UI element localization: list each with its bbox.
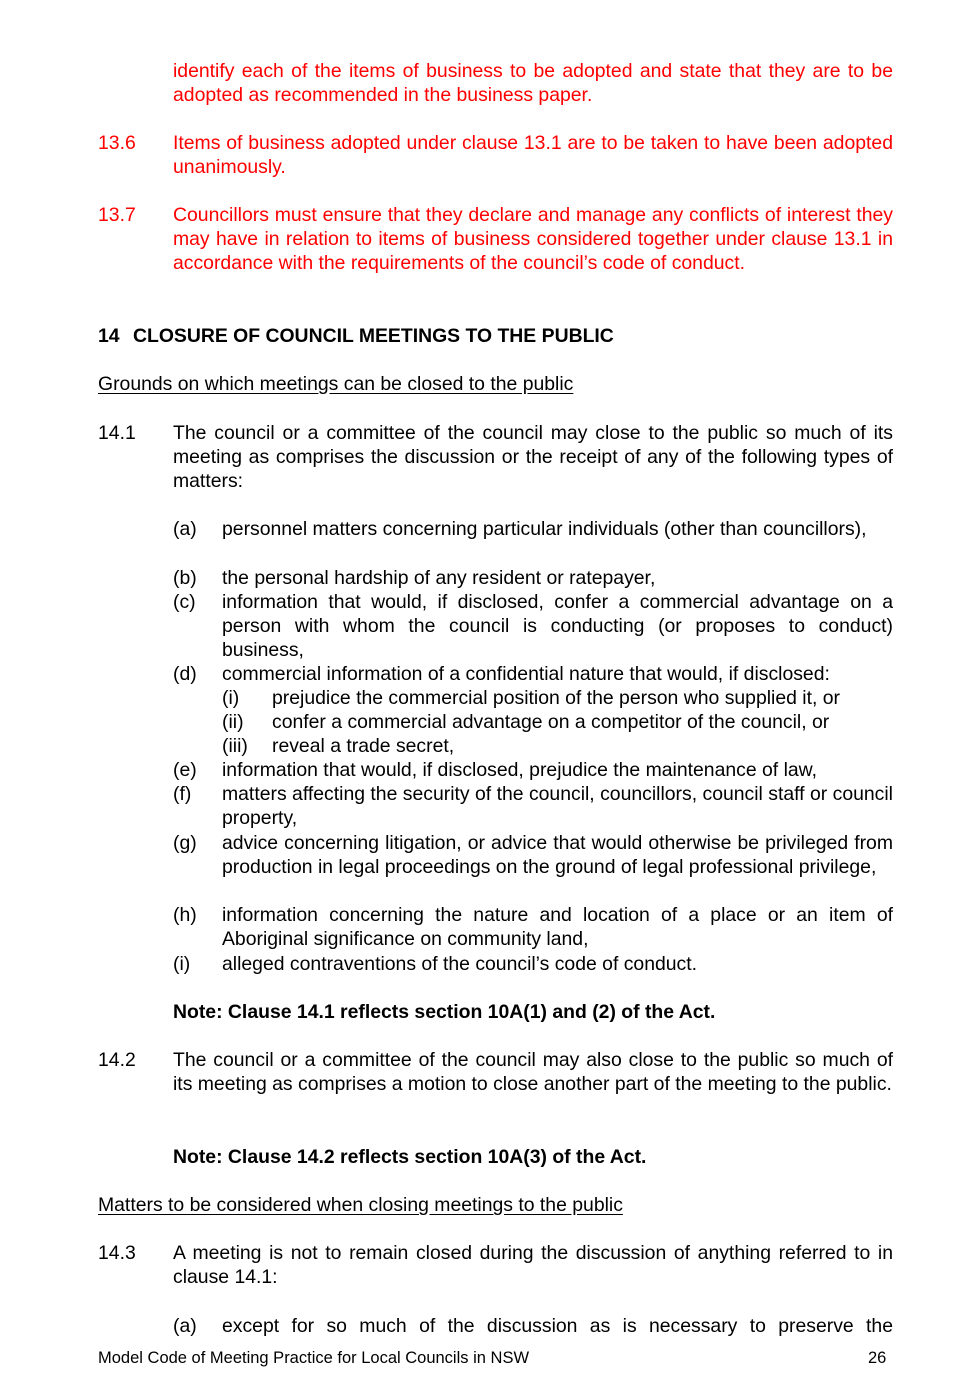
section-14-number: 14	[98, 325, 120, 347]
clause-14-2-text: The council or a committee of the council may also close to the public so much of its meeting as comprises a motion to close another part of the meeting to the public.	[173, 1049, 893, 1096]
page-number: 26	[868, 1349, 887, 1367]
list-item-text: alleged contraventions of the council’s code of conduct.	[222, 953, 698, 975]
sub-item-text: confer a commercial advantage on a competitor of the council, or	[272, 711, 830, 733]
list-item-label: (c)	[173, 591, 196, 613]
list-item-text: matters affecting the security of the council, councillors, council staff or council property,	[222, 783, 893, 830]
sub-item-label: (i)	[222, 687, 240, 709]
clause-13-6-number: 13.6	[98, 132, 136, 154]
sub-item-text: prejudice the commercial position of the person who supplied it, or	[272, 687, 841, 709]
list-item-label: (e)	[173, 759, 197, 781]
clause-13-6-text: Items of business adopted under clause 13.1 are to be taken to have been adopted unanimously.	[173, 132, 893, 179]
list-item-text: information concerning the nature and location of a place or an item of Aboriginal significance on community land,	[222, 904, 893, 951]
list-item-label: (h)	[173, 904, 197, 926]
clause-14-2-note: Note: Clause 14.2 reflects section 10A(3) of the Act.	[173, 1146, 647, 1168]
sub-item-label: (iii)	[222, 735, 248, 757]
section-14-title: CLOSURE OF COUNCIL MEETINGS TO THE PUBLIC	[132, 325, 614, 347]
sub-item-text: reveal a trade secret,	[272, 735, 455, 757]
list-item-label: (d)	[173, 663, 197, 685]
list-item-label: (g)	[173, 832, 197, 854]
clause-13-7-text: Councillors must ensure that they declare and manage any conflicts of interest they may have in relation to items of business considered together under clause 13.1 in accordance with the requirements of the council’s code of conduct.	[173, 204, 893, 275]
list-item-text: advice concerning litigation, or advice that would otherwise be privileged from production in legal proceedings on the ground of legal professional privilege,	[222, 832, 893, 879]
list-item-text: the personal hardship of any resident or ratepayer,	[222, 567, 656, 589]
clause-14-3-number: 14.3	[98, 1242, 136, 1264]
clause-14-1-note: Note: Clause 14.1 reflects section 10A(1) and (2) of the Act.	[173, 1001, 716, 1023]
list-item-text: personnel matters concerning particular individuals (other than councillors),	[222, 518, 867, 540]
clause-14-1-text: The council or a committee of the council may close to the public so much of its meeting as comprises the discussion or the receipt of any of the following types of matters:	[173, 422, 893, 493]
list-item-label: (i)	[173, 953, 191, 975]
clause-13-5-continuation: identify each of the items of business to be adopted and state that they are to be adopted as recommended in the business paper.	[173, 60, 893, 107]
list-item-text: information that would, if disclosed, prejudice the maintenance of law,	[222, 759, 817, 781]
section-14-heading	[98, 324, 614, 348]
subheading-matters: Matters to be considered when closing meetings to the public	[98, 1194, 623, 1216]
subheading-grounds: Grounds on which meetings can be closed to the public	[98, 373, 574, 395]
clause-14-2-number: 14.2	[98, 1049, 136, 1071]
footer-title: Model Code of Meeting Practice for Local Councils in NSW	[98, 1349, 530, 1367]
list-item-text: except for so much of the discussion as is necessary to preserve the	[222, 1315, 893, 1337]
clause-13-7-number: 13.7	[98, 204, 136, 226]
list-item-label: (f)	[173, 783, 192, 805]
list-item-text: information that would, if disclosed, confer a commercial advantage on a person with whom the council is conducting (or proposes to conduct) business,	[222, 591, 893, 662]
clause-14-3-text: A meeting is not to remain closed during the discussion of anything referred to in clause 14.1:	[173, 1242, 893, 1289]
list-item-label: (b)	[173, 567, 197, 589]
sub-item-label: (ii)	[222, 711, 244, 733]
list-item-label: (a)	[173, 518, 197, 540]
list-item-text: commercial information of a confidential nature that would, if disclosed:	[222, 663, 830, 685]
clause-14-1-number: 14.1	[98, 422, 136, 444]
list-item-label: (a)	[173, 1315, 197, 1337]
